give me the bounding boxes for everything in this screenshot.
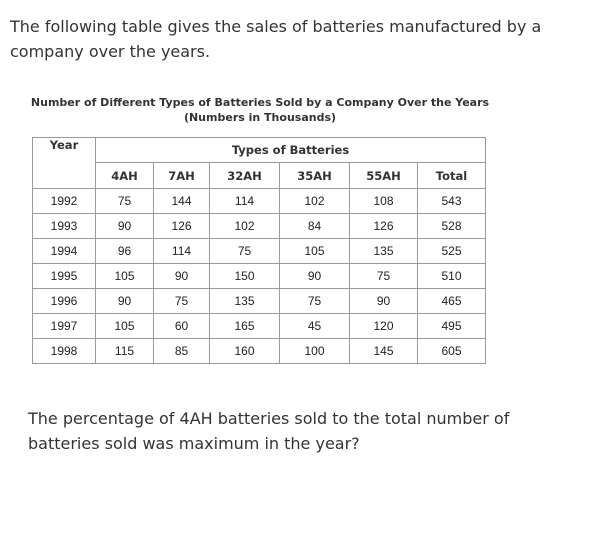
table-cell: 90 — [350, 289, 418, 314]
table-cell: 495 — [418, 314, 486, 339]
year-cell: 1997 — [33, 314, 96, 339]
year-cell: 1992 — [33, 189, 96, 214]
table-cell: 525 — [418, 239, 486, 264]
table-caption — [0, 95, 520, 125]
table-cell: 90 — [154, 264, 210, 289]
table-cell: 75 — [280, 289, 350, 314]
year-cell: 1994 — [33, 239, 96, 264]
table-cell: 102 — [210, 214, 280, 239]
table-cell: 150 — [210, 264, 280, 289]
table-cell: 510 — [418, 264, 486, 289]
table-cell: 96 — [96, 239, 154, 264]
table-cell: 75 — [210, 239, 280, 264]
year-cell: 1996 — [33, 289, 96, 314]
table-cell: 75 — [154, 289, 210, 314]
table-cell: 105 — [280, 239, 350, 264]
table-cell: 160 — [210, 339, 280, 364]
table-caption-title: Number of Different Types of Batteries Sold by a Company Over the Years — [30, 96, 490, 109]
table-cell: 135 — [210, 289, 280, 314]
table-cell: 90 — [96, 289, 154, 314]
table-cell: 114 — [210, 189, 280, 214]
table-cell: 45 — [280, 314, 350, 339]
table-row — [33, 189, 486, 214]
table-cell: 90 — [280, 264, 350, 289]
table-row — [33, 264, 486, 289]
year-cell: 1993 — [33, 214, 96, 239]
table-row — [33, 214, 486, 239]
table-cell: 84 — [280, 214, 350, 239]
column-header-row — [33, 163, 486, 189]
intro-text: The following table gives the sales of batteries manufactured by a company over the years. — [10, 17, 542, 61]
table-body — [33, 189, 486, 364]
table-cell: 126 — [350, 214, 418, 239]
table-cell: 108 — [350, 189, 418, 214]
table-row — [33, 314, 486, 339]
table-row — [33, 239, 486, 264]
table-cell: 144 — [154, 189, 210, 214]
battery-sales-table — [32, 137, 486, 364]
table-cell: 135 — [350, 239, 418, 264]
year-cell: 1995 — [33, 264, 96, 289]
table-cell: 85 — [154, 339, 210, 364]
question-text: The percentage of 4AH batteries sold to the total number of batteries sold was maximum in the year? — [28, 409, 510, 453]
table-cell: 120 — [350, 314, 418, 339]
table-cell: 114 — [154, 239, 210, 264]
table-cell: 90 — [96, 214, 154, 239]
table-cell: 605 — [418, 339, 486, 364]
table-cell: 115 — [96, 339, 154, 364]
table-row — [33, 339, 486, 364]
table-cell: 105 — [96, 314, 154, 339]
table-caption-units: (Numbers in Thousands) — [183, 111, 337, 124]
year-cell: 1998 — [33, 339, 96, 364]
table-cell: 60 — [154, 314, 210, 339]
year-header: Year — [33, 138, 96, 189]
table-cell: 145 — [350, 339, 418, 364]
battery-types-header: Types of Batteries — [96, 138, 486, 163]
table-cell: 75 — [96, 189, 154, 214]
table-cell: 543 — [418, 189, 486, 214]
table-cell: 528 — [418, 214, 486, 239]
column-header: 7AH — [154, 163, 210, 189]
table-row — [33, 289, 486, 314]
column-header: 4AH — [96, 163, 154, 189]
table-cell: 126 — [154, 214, 210, 239]
table-cell: 75 — [350, 264, 418, 289]
column-header: 32AH — [210, 163, 280, 189]
column-header: 35AH — [280, 163, 350, 189]
table-cell: 465 — [418, 289, 486, 314]
column-header: Total — [418, 163, 486, 189]
table-cell: 100 — [280, 339, 350, 364]
table-cell: 105 — [96, 264, 154, 289]
table-cell: 102 — [280, 189, 350, 214]
column-header: 55AH — [350, 163, 418, 189]
table-cell: 165 — [210, 314, 280, 339]
